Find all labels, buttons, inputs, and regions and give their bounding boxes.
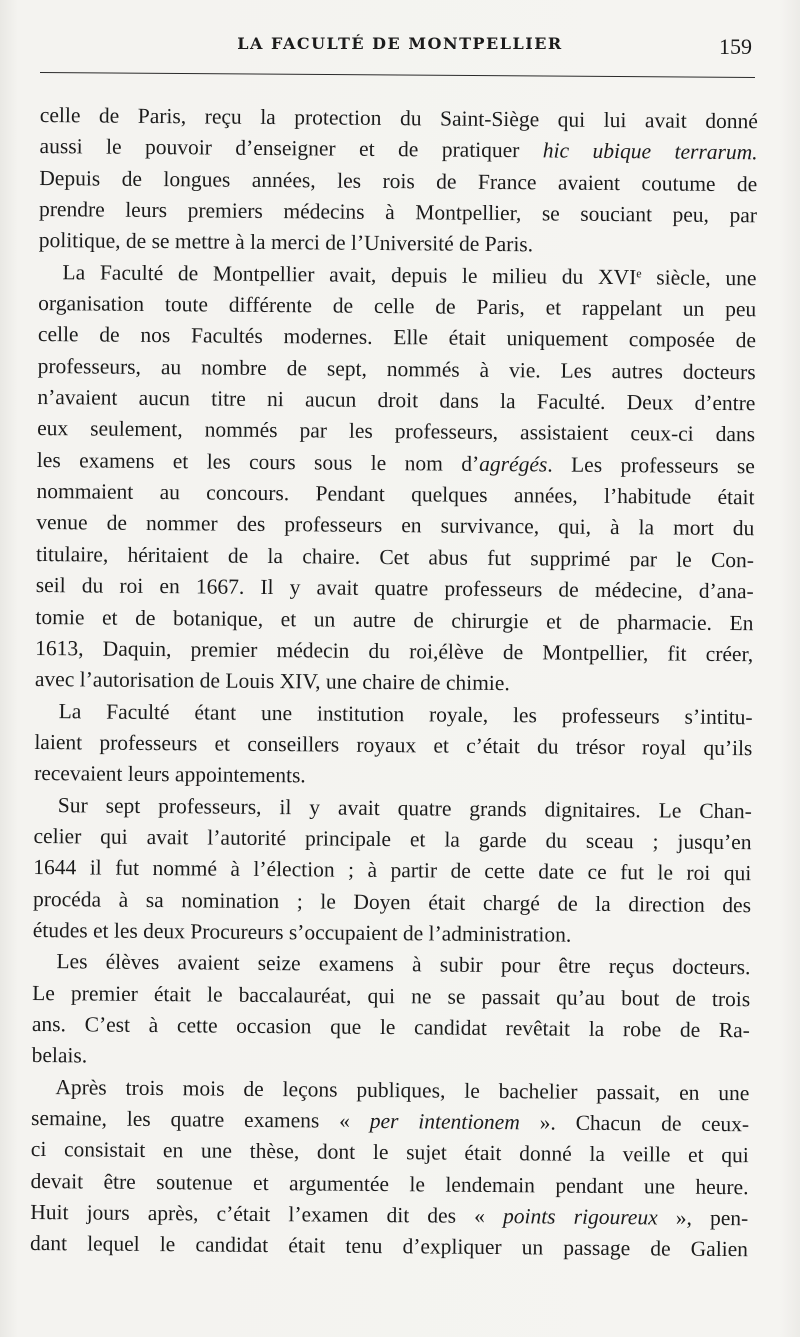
text-span: siècle, une [641, 264, 757, 290]
page-number: 159 [719, 34, 752, 59]
text-span: prendre leurs premiers médecins à Montpellier, se souciant peu, par [38, 197, 758, 228]
text-span: tomie et de botanique, et un autre de chirurgie et de pharmacie. En [35, 604, 754, 635]
text-span: Après trois mois de leçons publiques, le bachelier passait, en une [55, 1074, 750, 1105]
text-span: La Faculté étant une institution royale, les professeurs s’intitu- [58, 698, 753, 729]
text-span: n’avaient aucun titre ni aucun droit dans la Faculté. Deux d’entre [37, 385, 756, 416]
text-line [32, 1009, 750, 1047]
text-span: venue de nommer des professeurs en survivance, qui, à la mort du [36, 510, 755, 541]
text-span: Les élèves avaient seize examens à subir pour être reçus docteurs. [56, 949, 751, 980]
text-span: seil du roi en 1667. Il y avait quatre professeurs de médecine, d’ana- [35, 573, 754, 604]
text-span: dant lequel le candidat était tenu d’expliquer un passage de Galien [29, 1231, 749, 1262]
text-span: recevaient leurs appointements. [34, 761, 306, 788]
text-span: 1644 il fut nommé à l’élection ; à partir de cette date ce fut le roi qui [33, 855, 752, 886]
text-span: celle de Paris, reçu la protection du Saint-Siège qui lui avait donné [39, 102, 758, 134]
text-span: ». Chacun de ceux- [519, 1110, 750, 1137]
text-span: 1613, Daquin, premier médecin du roi,élève de Montpellier, fit créer, [35, 635, 754, 667]
text-span: les examens et les cours sous le nom d’ [36, 447, 480, 476]
header-rule [40, 72, 755, 78]
text-span: devait être soutenue et argumentée le lendemain pendant une heure. [30, 1168, 749, 1199]
body-text [30, 100, 758, 1266]
text-span: procéda à sa nomination ; le Doyen était chargé de la direction des [32, 886, 752, 917]
text-span: Depuis de longues années, les rois de France avaient coutume de [39, 165, 758, 196]
text-span: semaine, les quatre examens « [31, 1105, 370, 1133]
text-span: ci consistait en une thèse, dont le sujet était donné la veille et qui [30, 1137, 749, 1168]
text-span: aussi le pouvoir d’enseigner et de pratiquer [39, 134, 543, 163]
text-span: celle de nos Facultés modernes. Elle était uniquement composée de [37, 322, 757, 353]
text-span: », pen- [657, 1205, 749, 1231]
running-head: LA FACULTÉ DE MONTPELLIER [237, 34, 563, 53]
text-span: eux seulement, nommés par les professeurs, assistaient ceux-ci dans [37, 416, 756, 447]
text-span: laient professeurs et conseillers royaux et c’était du trésor royal qu’ils [34, 729, 753, 761]
text-span: avec l’autorisation de Louis XIV, une chaire de chimie. [34, 667, 510, 696]
text-span: professeurs, au nombre de sept, nommés à vie. Les autres docteurs [37, 353, 756, 385]
text-span: Le premier était le baccalauréat, qui ne se passait qu’au bout de trois [32, 980, 751, 1011]
text-span: La Faculté de Montpellier avait, depuis le milieu du XVI [62, 259, 637, 289]
italic-text: agrégés [479, 451, 548, 477]
text-span: Sur sept professeurs, il y avait quatre grands dignitaires. Le Chan- [57, 792, 752, 823]
page-header [40, 30, 760, 70]
text-span: nommaient au concours. Pendant quelques années, l’habitude était [36, 479, 755, 510]
text-span: études et les deux Procureurs s’occupaient de l’administration. [32, 917, 572, 947]
text-span: ans. C’est à cette occasion que le candidat revêtait la robe de Ra- [31, 1011, 751, 1043]
text-span: Huit jours après, c’était l’examen dit des « [30, 1199, 504, 1229]
italic-text: hic ubique terrarum. [542, 138, 758, 165]
italic-text: points rigoureux [502, 1204, 658, 1230]
text-span: organisation toute différente de celle de Paris, et rappelant un peu [38, 291, 757, 322]
italic-text: per intentionem [369, 1108, 520, 1135]
text-span: belais. [31, 1043, 88, 1068]
superscript: e [636, 265, 642, 280]
text-span: politique, de se mettre à la merci de l’Université de Paris. [38, 228, 534, 257]
text-span: celier qui avait l’autorité principale et la garde du sceau ; jusqu’en [33, 823, 752, 855]
text-line [30, 1228, 748, 1266]
text-span: titulaire, héritaient de la chaire. Cet abus fut supprimé par le Con- [35, 541, 755, 573]
text-span: . Les professeurs se [547, 452, 755, 479]
